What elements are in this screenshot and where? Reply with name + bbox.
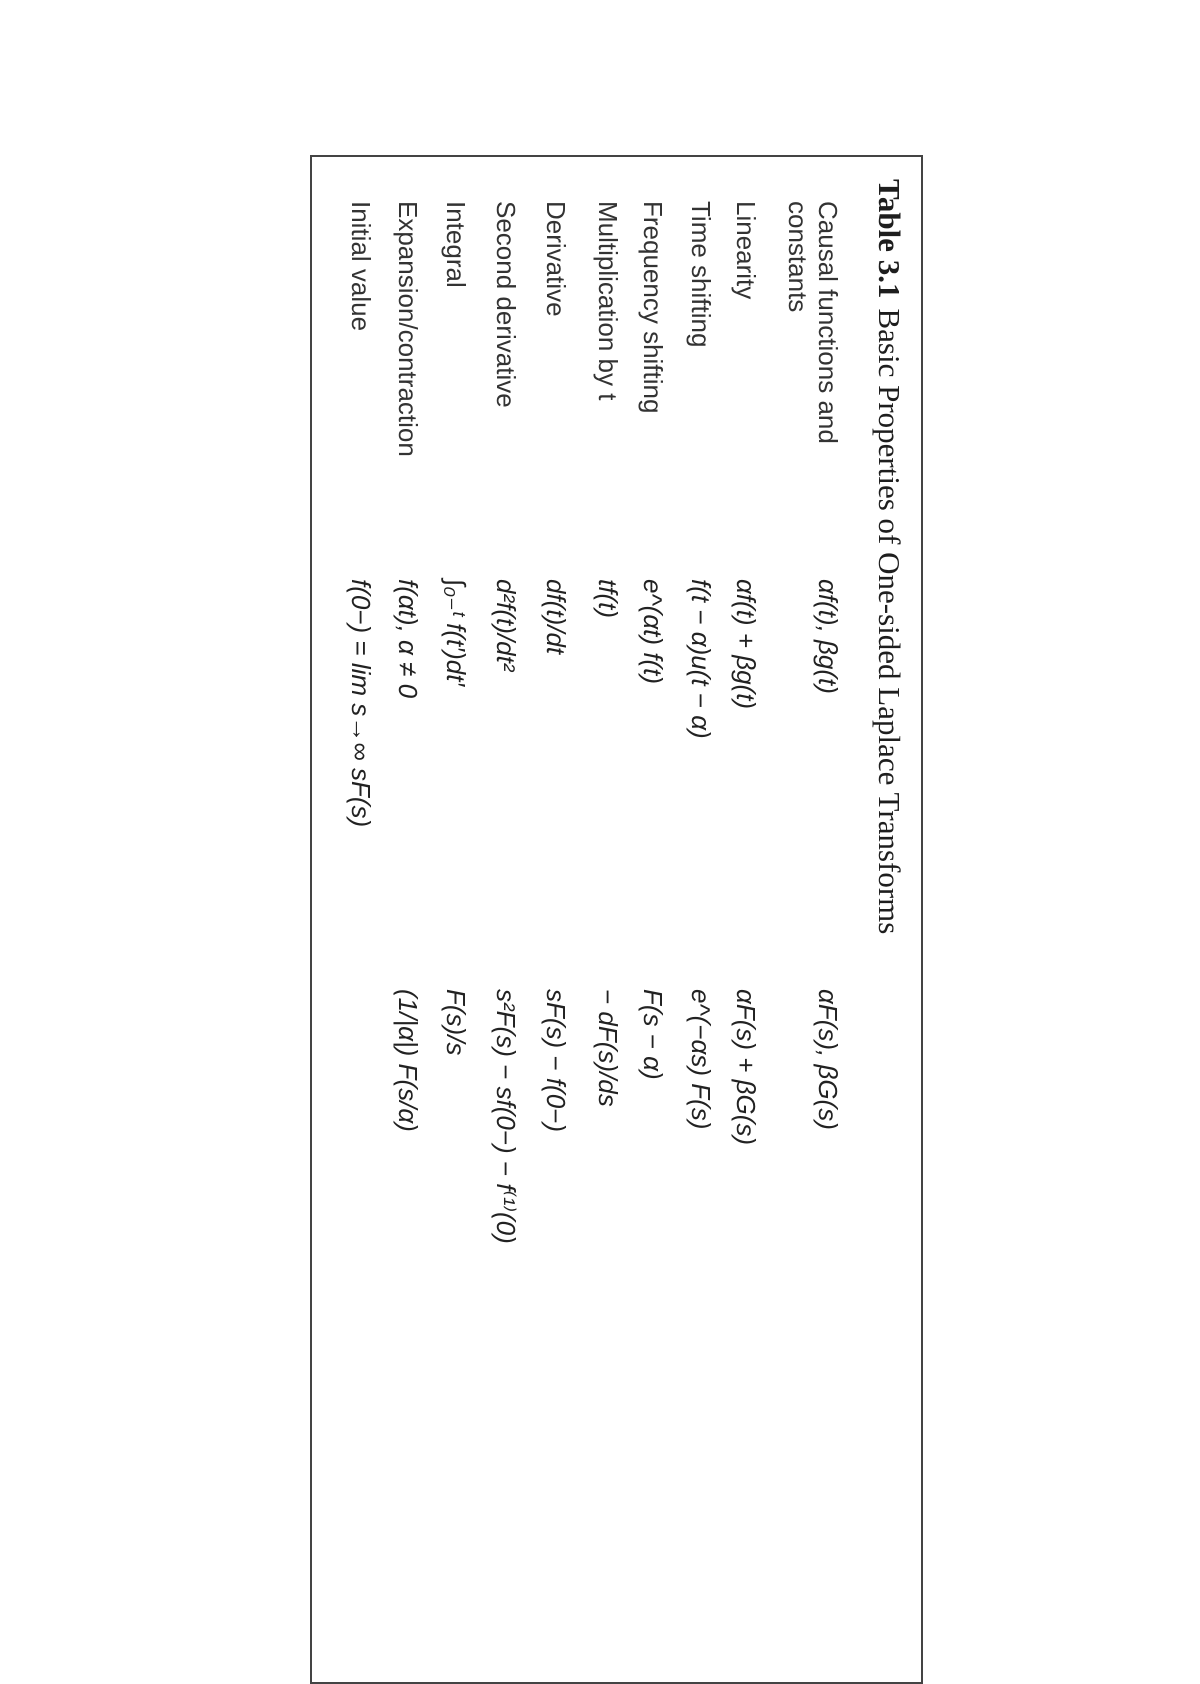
table-row	[720, 157, 760, 1684]
laplace-cell: e^(−αs) F(s)	[686, 989, 716, 1130]
laplace-cell: s²F(s) − sf(0−) − f⁽¹⁾(0)	[491, 989, 521, 1244]
time-domain-cell: αf(t) + βg(t)	[731, 579, 761, 710]
time-domain-cell: αf(t), βg(t)	[813, 579, 843, 694]
property-cell: Multiplication by t	[593, 201, 623, 401]
property-cell: Expansion/contraction	[393, 201, 423, 457]
time-domain-cell: e^(αt) f(t)	[638, 579, 668, 685]
laplace-cell: F(s)/s	[441, 989, 471, 1056]
time-domain-cell: tf(t)	[593, 579, 623, 618]
property-label-cont: constants	[783, 201, 814, 313]
property-cell: Frequency shifting	[638, 201, 668, 414]
property-cell: Second derivative	[491, 201, 521, 408]
time-domain-cell: f(0−) = lim s→∞ sF(s)	[346, 579, 376, 828]
table-row	[675, 157, 715, 1684]
time-domain-cell: ∫₀₋ᵗ f(t′)dt′	[441, 579, 471, 687]
time-domain-cell: df(t)/dt	[541, 579, 571, 655]
table-title	[871, 179, 907, 934]
table-row	[480, 157, 520, 1684]
table-row	[627, 157, 667, 1684]
property-cell: Time shifting	[686, 201, 716, 348]
table-frame	[310, 155, 923, 1684]
property-cell: Initial value	[346, 201, 376, 332]
laplace-cell: αF(s), βG(s)	[813, 989, 843, 1130]
table-row	[382, 157, 422, 1684]
property-label: Causal functions and	[813, 201, 843, 444]
property-cell: Linearity	[731, 201, 761, 300]
laplace-cell: αF(s) + βG(s)	[731, 989, 761, 1146]
table-row	[582, 157, 622, 1684]
time-domain-cell: f(αt), α ≠ 0	[393, 579, 423, 699]
property-cell: Derivative	[541, 201, 571, 317]
table-row	[430, 157, 470, 1684]
table-row	[783, 157, 843, 1684]
property-cell	[782, 201, 842, 621]
time-domain-cell: f(t − α)u(t − α)	[686, 579, 716, 739]
time-domain-cell: d²f(t)/dt²	[491, 579, 521, 672]
laplace-cell: F(s − α)	[638, 989, 668, 1080]
table-row	[335, 157, 375, 1684]
property-cell: Integral	[441, 201, 471, 288]
table-number: Table 3.1	[872, 179, 907, 299]
table-title-text: Basic Properties of One-sided Laplace Transforms	[872, 308, 907, 935]
laplace-cell: sF(s) − f(0−)	[541, 989, 571, 1133]
laplace-cell: − dF(s)/ds	[593, 989, 623, 1107]
table-row	[530, 157, 570, 1684]
laplace-cell: (1/|α|) F(s/α)	[393, 989, 423, 1132]
table-content	[312, 157, 923, 1684]
